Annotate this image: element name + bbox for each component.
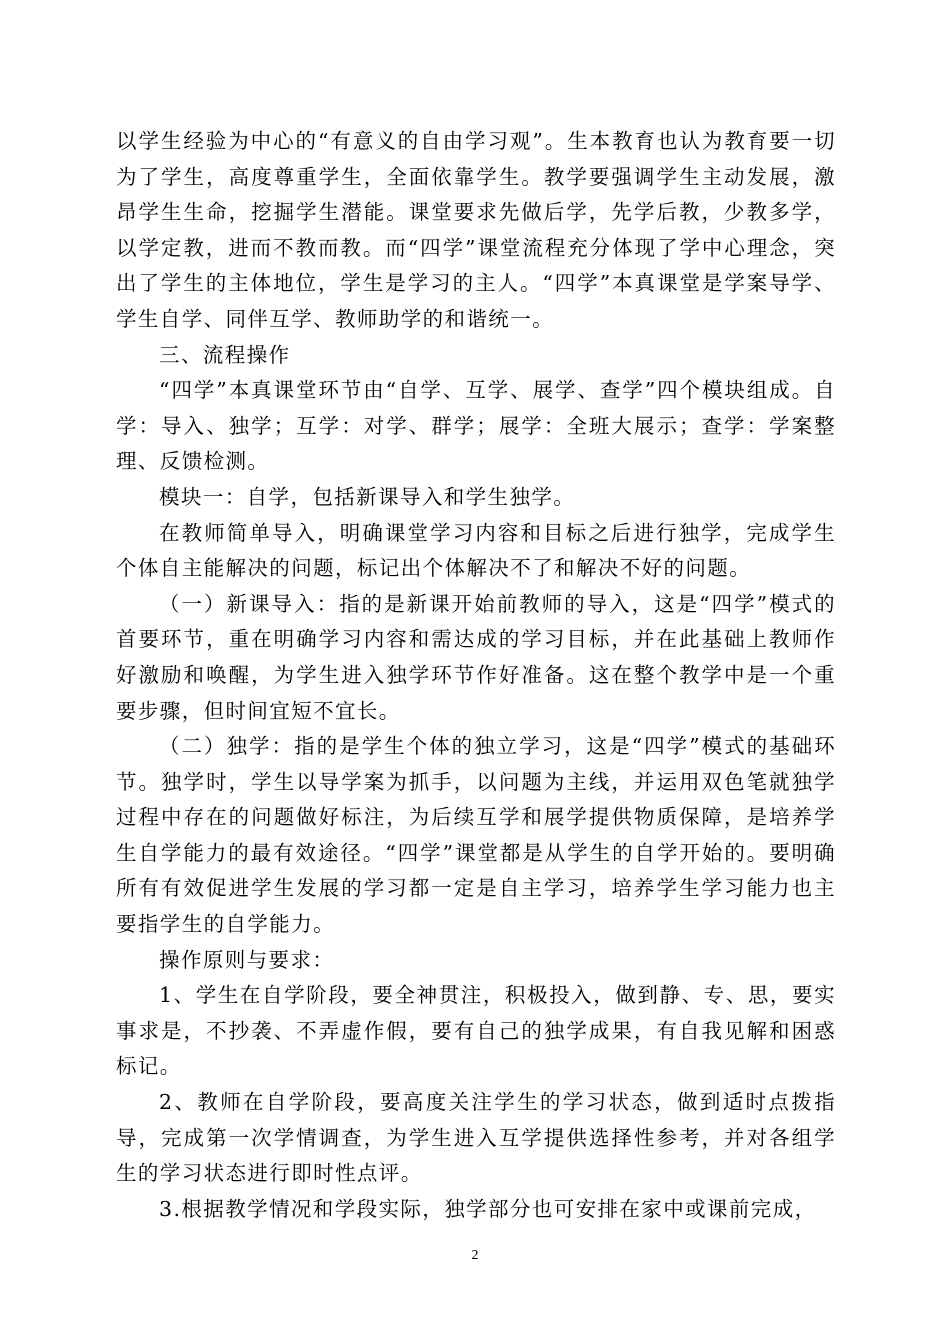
section-heading: 三、流程操作 [159,342,291,367]
paragraph: 在教师简单导入，明确课堂学习内容和目标之后进行独学，完成学生个体自主能解决的问题，标记出个体解决不了和解决不好的问题。 [116,520,836,581]
list-item: 2、教师在自学阶段，要高度关注学生的学习状态，做到适时点拨指导，完成第一次学情调查，为学生进入互学提供选择性参考，并对各组学生的学习状态进行即时性点评。 [116,1090,836,1186]
module-heading: 模块一：自学，包括新课导入和学生独学。 [159,484,576,509]
paragraph: （一）新课导入：指的是新课开始前教师的导入，这是“四学”模式的首要环节，重在明确学习内容和需达成的学习目标，并在此基础上教师作好激励和唤醒，为学生进入独学环节作好准备。这在整个教学中是一个重要步骤，但时间宜短不宜长。 [116,591,836,723]
page-number: 2 [471,1248,479,1263]
subheading: 操作原则与要求： [159,947,335,972]
list-item: 3.根据教学情况和学段实际，独学部分也可安排在家中或课前完成， [159,1196,817,1221]
list-item: 1、学生在自学阶段，要全神贯注，积极投入，做到静、专、思，要实事求是，不抄袭、不弄虚作假，要有自己的独学成果，有自我见解和困惑标记。 [116,983,836,1079]
paragraph: “四学”本真课堂环节由“自学、互学、展学、查学”四个模块组成。自学：导入、独学；互学：对学、群学；展学：全班大展示；查学：学案整理、反馈检测。 [116,378,836,474]
body-text [116,124,836,1227]
paragraph: 以学生经验为中心的“有意义的自由学习观”。生本教育也认为教育要一切为了学生，高度尊重学生，全面依靠学生。教学要强调学生主动发展，激昂学生生命，挖掘学生潜能。课堂要求先做后学，先学后教，少教多学，以学定教，进而不教而教。而“四学”课堂流程充分体现了学中心理念，突出了学生的主体地位，学生是学习的主人。“四学”本真课堂是学案导学、学生自学、同伴互学、教师助学的和谐统一。 [116,129,836,331]
paragraph: （二）独学：指的是学生个体的独立学习，这是“四学”模式的基础环节。独学时，学生以导学案为抓手，以问题为主线，并运用双色笔就独学过程中存在的问题做好标注，为后续互学和展学提供物质保障，是培养学生自学能力的最有效途径。“四学”课堂都是从学生的自学开始的。要明确所有有效促进学生发展的学习都一定是自主学习，培养学生学习能力也主要指学生的自学能力。 [116,734,836,937]
